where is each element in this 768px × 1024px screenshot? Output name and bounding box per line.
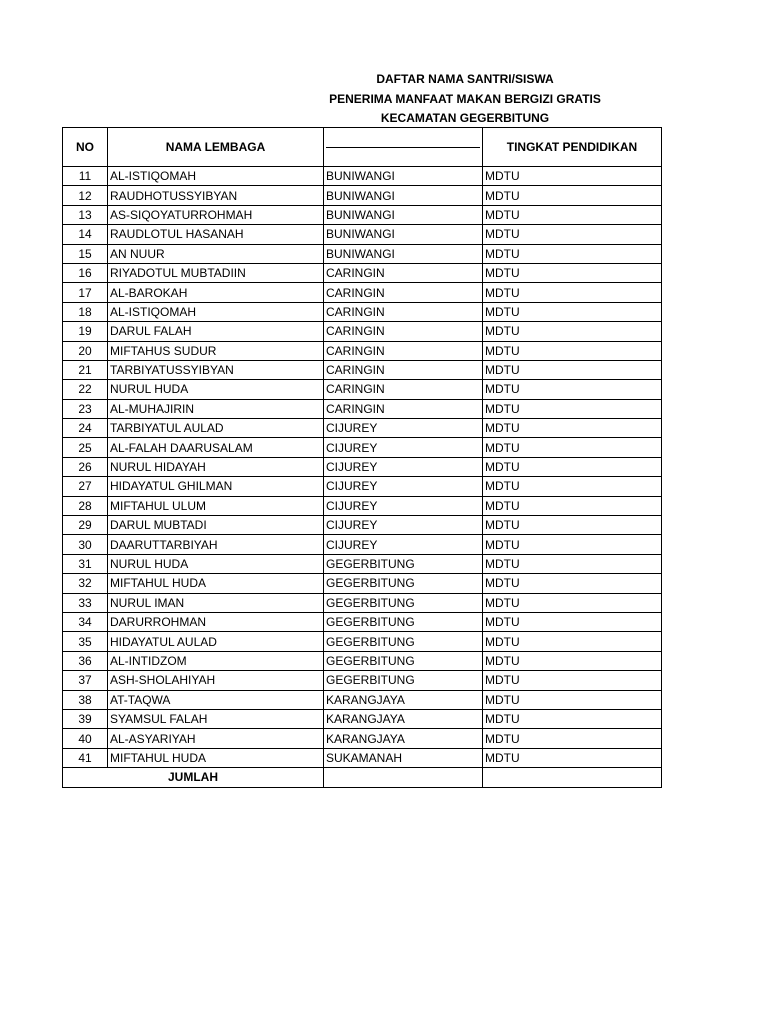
row-no: 25 xyxy=(63,438,108,457)
table-row xyxy=(63,748,662,767)
row-desa: CARINGIN xyxy=(324,341,483,360)
header-no: NO xyxy=(63,128,108,167)
row-no: 27 xyxy=(63,477,108,496)
table-row xyxy=(63,283,662,302)
table-row xyxy=(63,612,662,631)
row-tingkat: MDTU xyxy=(483,438,662,457)
row-no: 31 xyxy=(63,554,108,573)
row-tingkat: MDTU xyxy=(483,380,662,399)
row-no: 30 xyxy=(63,535,108,554)
table-row xyxy=(63,709,662,728)
table-row xyxy=(63,477,662,496)
row-desa: CIJUREY xyxy=(324,457,483,476)
row-tingkat: MDTU xyxy=(483,748,662,767)
row-nama-lembaga: NURUL IMAN xyxy=(108,593,324,612)
row-no: 33 xyxy=(63,593,108,612)
row-desa: CARINGIN xyxy=(324,302,483,321)
row-nama-lembaga: RIYADOTUL MUBTADIIN xyxy=(108,263,324,282)
table-row xyxy=(63,205,662,224)
row-nama-lembaga: MIFTAHUL HUDA xyxy=(108,574,324,593)
row-tingkat: MDTU xyxy=(483,322,662,341)
row-tingkat: MDTU xyxy=(483,632,662,651)
table-row xyxy=(63,225,662,244)
table-row xyxy=(63,632,662,651)
row-nama-lembaga: DARUL FALAH xyxy=(108,322,324,341)
table-row xyxy=(63,167,662,186)
table-row xyxy=(63,593,662,612)
row-nama-lembaga: AN NUUR xyxy=(108,244,324,263)
row-nama-lembaga: HIDAYATUL GHILMAN xyxy=(108,477,324,496)
row-tingkat: MDTU xyxy=(483,167,662,186)
row-desa: GEGERBITUNG xyxy=(324,651,483,670)
row-desa: CARINGIN xyxy=(324,380,483,399)
table-row xyxy=(63,322,662,341)
row-desa: BUNIWANGI xyxy=(324,186,483,205)
header-desa-bottom xyxy=(326,148,480,166)
row-nama-lembaga: HIDAYATUL AULAD xyxy=(108,632,324,651)
row-no: 26 xyxy=(63,457,108,476)
document-title xyxy=(300,70,630,129)
total-desa-cell xyxy=(324,768,483,787)
row-tingkat: MDTU xyxy=(483,651,662,670)
row-nama-lembaga: TARBIYATUL AULAD xyxy=(108,419,324,438)
table-row xyxy=(63,651,662,670)
row-tingkat: MDTU xyxy=(483,399,662,418)
row-nama-lembaga: AL-MUHAJIRIN xyxy=(108,399,324,418)
row-tingkat: MDTU xyxy=(483,496,662,515)
row-no: 35 xyxy=(63,632,108,651)
table-row xyxy=(63,516,662,535)
row-desa: CARINGIN xyxy=(324,399,483,418)
row-tingkat: MDTU xyxy=(483,360,662,379)
row-nama-lembaga: AS-SIQOYATURROHMAH xyxy=(108,205,324,224)
row-tingkat: MDTU xyxy=(483,263,662,282)
row-no: 14 xyxy=(63,225,108,244)
row-nama-lembaga: SYAMSUL FALAH xyxy=(108,709,324,728)
row-no: 41 xyxy=(63,748,108,767)
header-desa xyxy=(324,128,483,167)
row-tingkat: MDTU xyxy=(483,302,662,321)
row-no: 17 xyxy=(63,283,108,302)
row-desa: GEGERBITUNG xyxy=(324,632,483,651)
table-row xyxy=(63,574,662,593)
row-desa: CARINGIN xyxy=(324,322,483,341)
row-tingkat: MDTU xyxy=(483,612,662,631)
row-tingkat: MDTU xyxy=(483,341,662,360)
total-tingkat-cell xyxy=(483,768,662,787)
title-line-1: DAFTAR NAMA SANTRI/SISWA xyxy=(376,72,554,86)
row-no: 13 xyxy=(63,205,108,224)
row-desa: GEGERBITUNG xyxy=(324,554,483,573)
row-desa: GEGERBITUNG xyxy=(324,593,483,612)
row-no: 29 xyxy=(63,516,108,535)
row-desa: CARINGIN xyxy=(324,360,483,379)
row-desa: CARINGIN xyxy=(324,263,483,282)
table-row xyxy=(63,457,662,476)
table-row xyxy=(63,341,662,360)
row-nama-lembaga: AL-ISTIQOMAH xyxy=(108,302,324,321)
row-nama-lembaga: RAUDHOTUSSYIBYAN xyxy=(108,186,324,205)
row-tingkat: MDTU xyxy=(483,283,662,302)
row-no: 34 xyxy=(63,612,108,631)
row-no: 38 xyxy=(63,690,108,709)
row-desa: CIJUREY xyxy=(324,535,483,554)
total-label: JUMLAH xyxy=(63,768,324,787)
header-tingkat-pendidikan: TINGKAT PENDIDIKAN xyxy=(483,128,662,167)
row-desa: KARANGJAYA xyxy=(324,690,483,709)
row-desa: CIJUREY xyxy=(324,496,483,515)
row-desa: CIJUREY xyxy=(324,477,483,496)
row-desa: GEGERBITUNG xyxy=(324,671,483,690)
table-row xyxy=(63,690,662,709)
row-no: 16 xyxy=(63,263,108,282)
table-row xyxy=(63,263,662,282)
row-tingkat: MDTU xyxy=(483,554,662,573)
table-row xyxy=(63,535,662,554)
row-nama-lembaga: TARBIYATUSSYIBYAN xyxy=(108,360,324,379)
row-desa: BUNIWANGI xyxy=(324,167,483,186)
table-row xyxy=(63,380,662,399)
table-header-row xyxy=(63,128,662,167)
row-desa: BUNIWANGI xyxy=(324,225,483,244)
recipients-table xyxy=(62,127,662,788)
row-no: 24 xyxy=(63,419,108,438)
row-nama-lembaga: DARUL MUBTADI xyxy=(108,516,324,535)
row-tingkat: MDTU xyxy=(483,671,662,690)
row-desa: SUKAMANAH xyxy=(324,748,483,767)
row-no: 15 xyxy=(63,244,108,263)
row-no: 36 xyxy=(63,651,108,670)
table-row xyxy=(63,496,662,515)
row-nama-lembaga: AT-TAQWA xyxy=(108,690,324,709)
row-nama-lembaga: NURUL HIDAYAH xyxy=(108,457,324,476)
row-desa: BUNIWANGI xyxy=(324,205,483,224)
row-desa: CIJUREY xyxy=(324,438,483,457)
table-row xyxy=(63,419,662,438)
row-no: 39 xyxy=(63,709,108,728)
row-nama-lembaga: MIFTAHUL ULUM xyxy=(108,496,324,515)
row-no: 18 xyxy=(63,302,108,321)
row-tingkat: MDTU xyxy=(483,729,662,748)
header-nama-lembaga: NAMA LEMBAGA xyxy=(108,128,324,167)
table-row xyxy=(63,554,662,573)
row-nama-lembaga: RAUDLOTUL HASANAH xyxy=(108,225,324,244)
row-tingkat: MDTU xyxy=(483,593,662,612)
table-row xyxy=(63,186,662,205)
row-nama-lembaga: DARURROHMAN xyxy=(108,612,324,631)
row-tingkat: MDTU xyxy=(483,244,662,263)
row-tingkat: MDTU xyxy=(483,709,662,728)
row-no: 23 xyxy=(63,399,108,418)
table-row xyxy=(63,302,662,321)
row-tingkat: MDTU xyxy=(483,690,662,709)
row-nama-lembaga: DAARUTTARBIYAH xyxy=(108,535,324,554)
row-desa: KARANGJAYA xyxy=(324,729,483,748)
row-nama-lembaga: AL-INTIDZOM xyxy=(108,651,324,670)
row-desa: GEGERBITUNG xyxy=(324,612,483,631)
row-nama-lembaga: AL-BAROKAH xyxy=(108,283,324,302)
title-line-2: PENERIMA MANFAAT MAKAN BERGIZI GRATIS xyxy=(329,91,601,106)
row-no: 20 xyxy=(63,341,108,360)
row-nama-lembaga: NURUL HUDA xyxy=(108,380,324,399)
row-nama-lembaga: ASH-SHOLAHIYAH xyxy=(108,671,324,690)
table-row xyxy=(63,438,662,457)
title-line-3: KECAMATAN GEGERBITUNG xyxy=(380,111,550,125)
table-row xyxy=(63,671,662,690)
row-no: 21 xyxy=(63,360,108,379)
table-row xyxy=(63,360,662,379)
row-nama-lembaga: NURUL HUDA xyxy=(108,554,324,573)
table-row xyxy=(63,244,662,263)
row-no: 40 xyxy=(63,729,108,748)
row-desa: BUNIWANGI xyxy=(324,244,483,263)
table-body xyxy=(63,167,662,768)
row-tingkat: MDTU xyxy=(483,457,662,476)
row-no: 22 xyxy=(63,380,108,399)
row-tingkat: MDTU xyxy=(483,225,662,244)
row-no: 12 xyxy=(63,186,108,205)
row-no: 11 xyxy=(63,167,108,186)
table-row xyxy=(63,729,662,748)
header-desa-top xyxy=(326,128,480,148)
row-nama-lembaga: MIFTAHUL HUDA xyxy=(108,748,324,767)
row-tingkat: MDTU xyxy=(483,205,662,224)
row-tingkat: MDTU xyxy=(483,574,662,593)
row-nama-lembaga: AL-ISTIQOMAH xyxy=(108,167,324,186)
row-tingkat: MDTU xyxy=(483,419,662,438)
row-no: 37 xyxy=(63,671,108,690)
row-no: 32 xyxy=(63,574,108,593)
row-nama-lembaga: MIFTAHUS SUDUR xyxy=(108,341,324,360)
row-desa: CIJUREY xyxy=(324,516,483,535)
row-tingkat: MDTU xyxy=(483,477,662,496)
row-tingkat: MDTU xyxy=(483,535,662,554)
row-tingkat: MDTU xyxy=(483,516,662,535)
row-no: 28 xyxy=(63,496,108,515)
row-desa: CIJUREY xyxy=(324,419,483,438)
table-row xyxy=(63,399,662,418)
row-desa: GEGERBITUNG xyxy=(324,574,483,593)
row-tingkat: MDTU xyxy=(483,186,662,205)
row-desa: KARANGJAYA xyxy=(324,709,483,728)
total-row xyxy=(63,768,662,787)
row-no: 19 xyxy=(63,322,108,341)
row-desa: CARINGIN xyxy=(324,283,483,302)
row-nama-lembaga: AL-ASYARIYAH xyxy=(108,729,324,748)
row-nama-lembaga: AL-FALAH DAARUSALAM xyxy=(108,438,324,457)
